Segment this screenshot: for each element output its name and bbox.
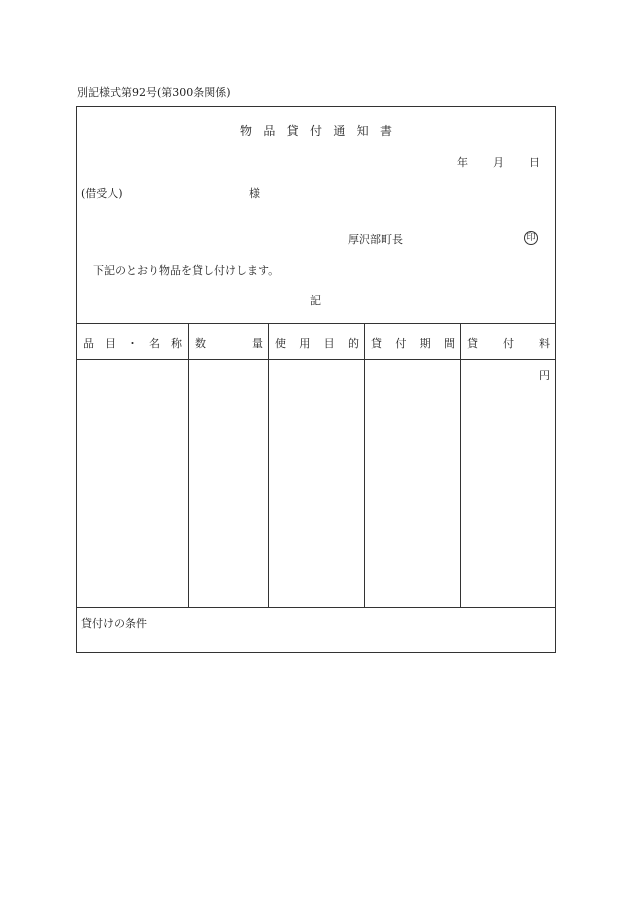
column-divider xyxy=(268,323,269,607)
date-year-label: 年 xyxy=(457,156,468,169)
notice-form-frame xyxy=(76,106,556,653)
header-quantity xyxy=(195,335,263,351)
date-day-label: 日 xyxy=(529,156,540,169)
header-item-name xyxy=(83,335,182,351)
header-char: 量 xyxy=(252,337,263,350)
header-loan-period xyxy=(371,335,455,351)
header-char: 付 xyxy=(395,337,407,350)
loan-conditions-label: 貸付けの条件 xyxy=(81,617,147,630)
header-char: 使 xyxy=(275,337,286,350)
notice-title xyxy=(240,122,392,139)
header-char: 付 xyxy=(503,337,514,350)
header-loan-fee xyxy=(467,335,550,351)
column-divider xyxy=(460,323,461,607)
form-number-label: 別記様式第92号(第300条関係) xyxy=(77,86,231,99)
title-char: 貸 xyxy=(286,124,299,138)
borrower-label: (借受人) xyxy=(81,187,123,200)
header-char: 間 xyxy=(443,337,455,350)
notice-body-text: 下記のとおり物品を貸し付けします。 xyxy=(93,264,280,277)
title-char: 書 xyxy=(379,124,392,138)
header-char: 的 xyxy=(347,337,359,350)
borrower-honorific: 様 xyxy=(249,187,260,200)
title-char: 通 xyxy=(333,124,346,138)
header-purpose xyxy=(275,335,359,351)
header-char: 目 xyxy=(105,337,116,350)
header-char: 料 xyxy=(539,337,550,350)
table-bottom-line xyxy=(76,607,556,608)
header-char: 称 xyxy=(171,337,182,350)
header-char: 数 xyxy=(195,337,206,350)
header-char: ・ xyxy=(127,337,138,350)
date-month-label: 月 xyxy=(493,156,504,169)
column-divider xyxy=(188,323,189,607)
header-char: 用 xyxy=(299,337,311,350)
ki-marker: 記 xyxy=(310,294,321,307)
issuer-name: 厚沢部町長 xyxy=(348,233,403,246)
header-bottom-line xyxy=(76,359,556,360)
title-char: 付 xyxy=(309,124,322,138)
seal-mark: 印 xyxy=(524,231,538,245)
title-char: 品 xyxy=(263,124,276,138)
header-char: 貸 xyxy=(467,337,478,350)
title-char: 知 xyxy=(356,124,369,138)
header-char: 期 xyxy=(419,337,431,350)
fee-unit-label: 円 xyxy=(539,369,550,382)
header-char: 名 xyxy=(149,337,160,350)
header-char: 品 xyxy=(83,337,94,350)
table-top-line xyxy=(76,323,556,324)
header-char: 貸 xyxy=(371,337,382,350)
column-divider xyxy=(364,323,365,607)
header-char: 目 xyxy=(323,337,335,350)
title-char: 物 xyxy=(240,124,253,138)
